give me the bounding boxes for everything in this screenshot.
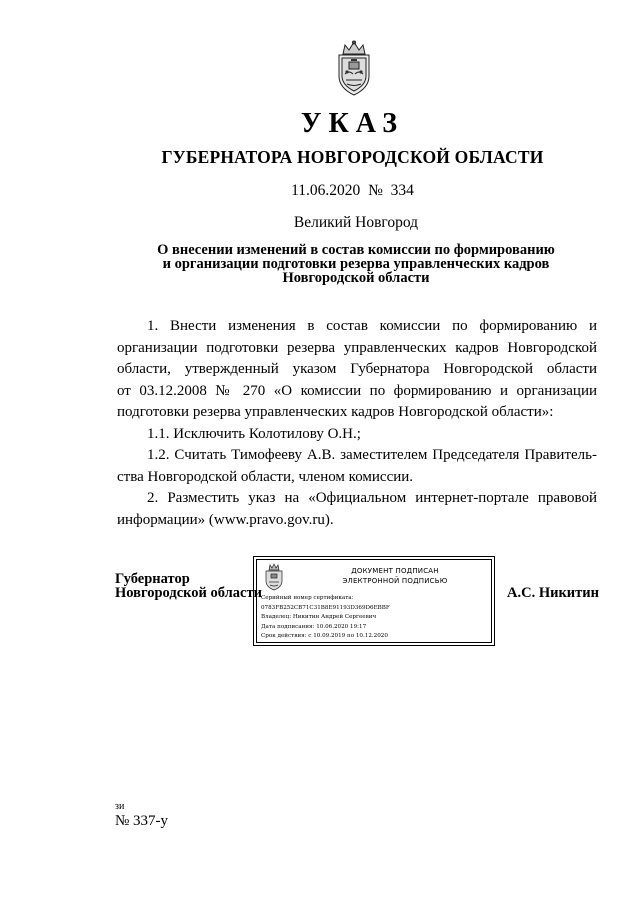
date-number-line — [0, 182, 640, 200]
signatory-name: А.С. Никитин — [507, 585, 599, 601]
stamp-inner-border — [256, 559, 492, 643]
document-heading — [0, 243, 640, 285]
paragraph-1-2-line: ства Новгородской области, членом комиссии. — [117, 468, 414, 485]
position-line: Губернатор — [115, 571, 190, 587]
cert-label: Серийный номер сертификата: — [261, 595, 354, 601]
stamp-emblem-icon — [261, 563, 287, 591]
signatory-position — [115, 572, 262, 600]
number-sign: № — [368, 182, 383, 199]
document-date: 11.06.2020 — [291, 182, 361, 199]
heading-line: Новгородской области — [282, 270, 430, 286]
paragraph-1-1: 1.1. Исключить Колотилову О.Н.; — [147, 425, 361, 442]
stamp-title-line: ДОКУМЕНТ ПОДПИСАН — [351, 567, 439, 575]
registration-number: № 337-у — [115, 813, 169, 829]
stamp-title-line: ЭЛЕКТРОННОЙ ПОДПИСЬЮ — [342, 577, 448, 585]
electronic-signature-stamp — [253, 556, 495, 646]
issuer-title: ГУБЕРНАТОРА НОВГОРОДСКОЙ ОБЛАСТИ — [161, 147, 544, 167]
heading-line: О внесении изменений в состав комиссии по формированию — [157, 242, 555, 258]
position-line: Новгородской области — [115, 585, 262, 601]
cert-validity: Срок действия: с 10.09.2019 по 10.12.2020 — [261, 633, 388, 639]
paragraph-1-line: 1. Внести изменения в состав комиссии по формированию и — [147, 318, 597, 334]
paragraph-1-2-line: 1.2. Считать Тимофееву А.В. заместителем Председателя Правитель- — [147, 447, 597, 463]
cert-owner: Владелец: Никитин Андрей Сергеевич — [261, 614, 377, 620]
stamp-title — [297, 566, 493, 586]
cert-number: 0783FB252CB71C31B8E91193D369D6EBBF — [261, 604, 390, 611]
paragraph-1-line: от 03.12.2008 № 270 «О комиссии по формированию и организации — [117, 382, 597, 399]
heading-line: и организации подготовки резерва управленческих кадров — [162, 256, 550, 272]
coat-of-arms-icon — [329, 40, 379, 98]
document-title: УКАЗ — [300, 108, 405, 139]
city: Великий Новгород — [293, 214, 419, 231]
paragraph-1-line: подготовки резерва управленческих кадров Новгородской области»: — [117, 404, 554, 420]
document-body — [117, 316, 597, 531]
footer — [115, 800, 168, 830]
paragraph-1-line: организации подготовки резерва управленческих кадров Новгородской — [117, 339, 597, 356]
paragraph-2-line: информации» (www.pravo.gov.ru). — [117, 511, 334, 528]
paragraph-1-line: области, утвержденный указом Губернатора Новгородской области — [117, 361, 597, 377]
signed-date: Дата подписания: 10.06.2020 19:17 — [261, 623, 367, 630]
executor-initials: зи — [115, 801, 125, 812]
stamp-details — [261, 594, 493, 642]
paragraph-2-line: 2. Разместить указ на «Официальном интернет-портале правовой — [147, 490, 597, 506]
document-number: 334 — [390, 182, 414, 199]
